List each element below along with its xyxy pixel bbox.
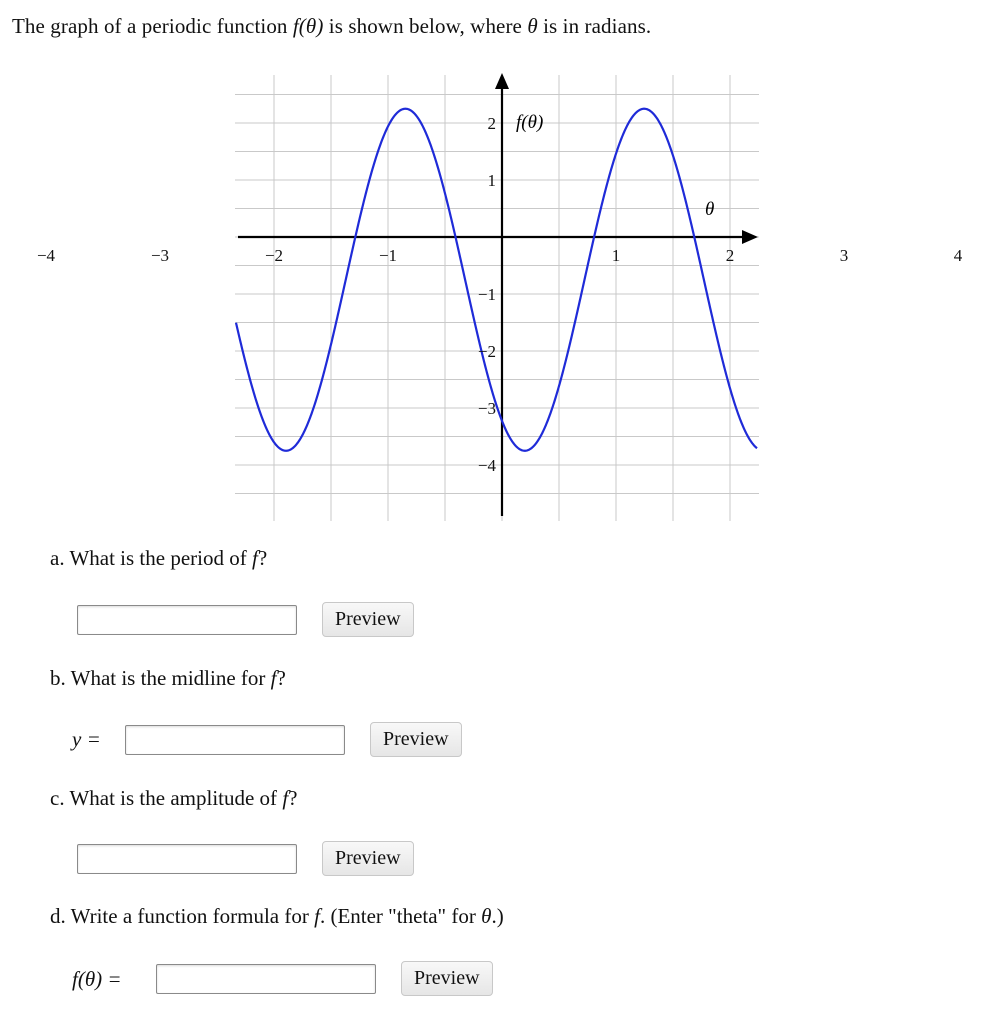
- question-d: [50, 904, 504, 929]
- question-d-text: d. Write a function formula for: [50, 904, 315, 928]
- x-tick-label: −2: [264, 246, 284, 265]
- x-tick-label: 4: [953, 246, 963, 265]
- preview-button-a[interactable]: Preview: [322, 602, 414, 637]
- x-tick-label: −1: [378, 246, 398, 265]
- amplitude-input[interactable]: [77, 844, 297, 874]
- x-axis-label: θ: [705, 199, 715, 220]
- question-d-var: f: [314, 904, 320, 928]
- question-d-var2: θ: [481, 904, 492, 928]
- question-d-middle: . (Enter "theta" for: [319, 904, 482, 928]
- question-a: [50, 546, 267, 571]
- x-tick-label: 1: [611, 246, 621, 265]
- question-b-var: f: [270, 666, 277, 690]
- question-b-text: b. What is the midline for: [50, 666, 271, 690]
- question-a-end: ?: [257, 546, 268, 570]
- preview-button-d[interactable]: Preview: [401, 961, 493, 996]
- x-tick-label: −3: [150, 246, 170, 265]
- question-d-end: .): [491, 904, 504, 928]
- x-tick-label: 3: [839, 246, 849, 265]
- function-curve: [236, 109, 757, 451]
- intro-var: θ: [527, 14, 538, 38]
- problem-intro: [12, 14, 651, 39]
- intro-text-2: is shown below, where: [323, 14, 528, 38]
- function-graph: [36, 70, 963, 522]
- question-b-end: ?: [276, 666, 286, 690]
- question-c-end: ?: [288, 786, 298, 810]
- y-tick-label: −2: [477, 342, 496, 361]
- formula-label: f(θ) =: [72, 967, 122, 991]
- y-tick-label: 2: [487, 114, 496, 133]
- y-axis-label: f(θ): [516, 112, 544, 133]
- midline-input[interactable]: [125, 725, 345, 755]
- y-tick-label: −3: [477, 399, 496, 418]
- midline-label: y =: [72, 727, 101, 751]
- question-a-var: f: [251, 546, 258, 570]
- y-tick-label: −4: [477, 456, 496, 475]
- question-c-text: c. What is the amplitude of: [50, 786, 283, 810]
- question-c-var: f: [282, 786, 289, 810]
- formula-input[interactable]: [156, 964, 376, 994]
- x-tick-label: 2: [725, 246, 735, 265]
- preview-button-b[interactable]: Preview: [370, 722, 462, 757]
- grid-lines: [235, 75, 759, 521]
- period-input[interactable]: [77, 605, 297, 635]
- intro-text-1: The graph of a periodic function: [12, 14, 293, 38]
- x-tick-label: −4: [36, 246, 56, 265]
- y-tick-label: 1: [487, 171, 496, 190]
- y-axis-arrow-icon: [495, 73, 509, 89]
- intro-text-3: is in radians.: [537, 14, 652, 38]
- x-axis-arrow-icon: [742, 230, 758, 244]
- preview-button-c[interactable]: Preview: [322, 841, 414, 876]
- y-tick-label: −1: [477, 285, 496, 304]
- question-a-text: a. What is the period of: [50, 546, 252, 570]
- question-b: [50, 666, 286, 691]
- intro-func: f(θ): [292, 14, 324, 38]
- question-c: [50, 786, 297, 811]
